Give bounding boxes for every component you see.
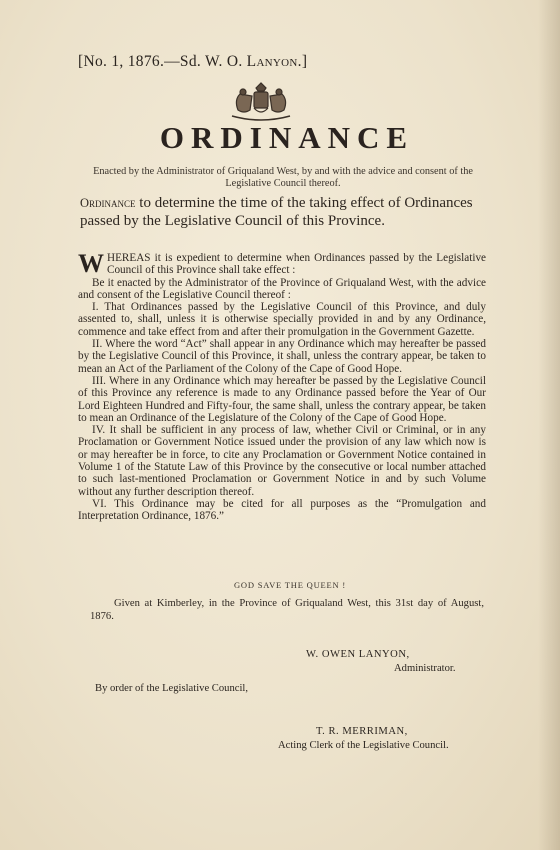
preamble-paragraph — [78, 249, 486, 278]
ordinance-subject — [80, 194, 480, 230]
document-title: ORDINANCE — [159, 120, 415, 155]
administrator-name: W. OWEN LANYON, — [306, 649, 410, 660]
clerk-name: T. R. MERRIMAN, — [316, 726, 408, 737]
ordinance-reference — [78, 53, 307, 71]
subject-text: to determine the time of the taking effect of Ordinances passed by the Legislative Council of this Province. — [80, 195, 473, 229]
drop-cap: W — [78, 249, 104, 278]
section-2: II. Where the word “Act” shall appear in any Ordinance which may hereafter be passed by the Legislative Council of this Province, it shall, unless the contrary appear, be taken to mean an Act of the Parliament of the Colony of the Cape of Good Hope. — [78, 338, 486, 375]
subject-lead: Ordinance — [80, 196, 136, 210]
by-order-line: By order of the Legislative Council, — [95, 683, 248, 694]
reference-name: Lanyon — [246, 53, 298, 70]
god-save-the-queen: GOD SAVE THE QUEEN ! — [233, 580, 346, 590]
ordinance-body — [78, 249, 486, 523]
section-6: VI. This Ordinance may be cited for all purposes as the “Promulgation and Interpretation Ordinance, 1876.” — [78, 497, 486, 523]
given-at — [90, 597, 484, 623]
reference-prefix: [No. 1, 1876.—Sd. W. O. — [78, 53, 247, 70]
preamble-text: HEREAS it is expedient to determine when Ordinances passed by the Legislative Council of this Province shall take effect : — [107, 252, 486, 277]
given-text: Given at Kimberley, in the Province of Griqualand West, this 31st day of August, 1876. — [90, 598, 484, 622]
clerk-title: Acting Clerk of the Legislative Council. — [278, 740, 449, 751]
reference-suffix: .] — [297, 53, 308, 70]
enacted-by-line: Enacted by the Administrator of Griqualand West, by and with the advice and consent of the Legislative Council thereof. — [93, 166, 473, 189]
section-4: IV. It shall be sufficient in any process of law, whether Civil or Criminal, or in any Proclamation or Government Notice issued under the provision of any law which now is or may hereafter be in force, to cite any Proclamation or Government Notice contained in Volume 1 of the Statute Law of this Province by the consecutive or local number attached to such last-mentioned Proclamation or Government Notice in and by such Volume without any further description thereof. — [78, 424, 486, 498]
section-3: III. Where in any Ordinance which may hereafter be passed by the Legislative Council of this Province any reference is made to any Ordinance passed before the Year of Our Lord Eighteen Hundred and Fifty-four, the same shall, unless the contrary appear, be taken to mean an Ordinance of the Legislature of the Colony of the Cape of Good Hope. — [78, 374, 486, 424]
royal-coat-of-arms-icon — [226, 80, 296, 124]
section-1: I. That Ordinances passed by the Legislative Council of this Province, and duly assented to, shall, unless it is otherwise specially provided in and by any Ordinance, commence and take effect from and after their promulgation in the Government Gazette. — [78, 301, 486, 338]
administrator-title: Administrator. — [394, 663, 456, 674]
enactment-paragraph: Be it enacted by the Administrator of the Province of Griqualand West, with the advice and consent of the Legislative Council thereof : — [78, 276, 486, 301]
